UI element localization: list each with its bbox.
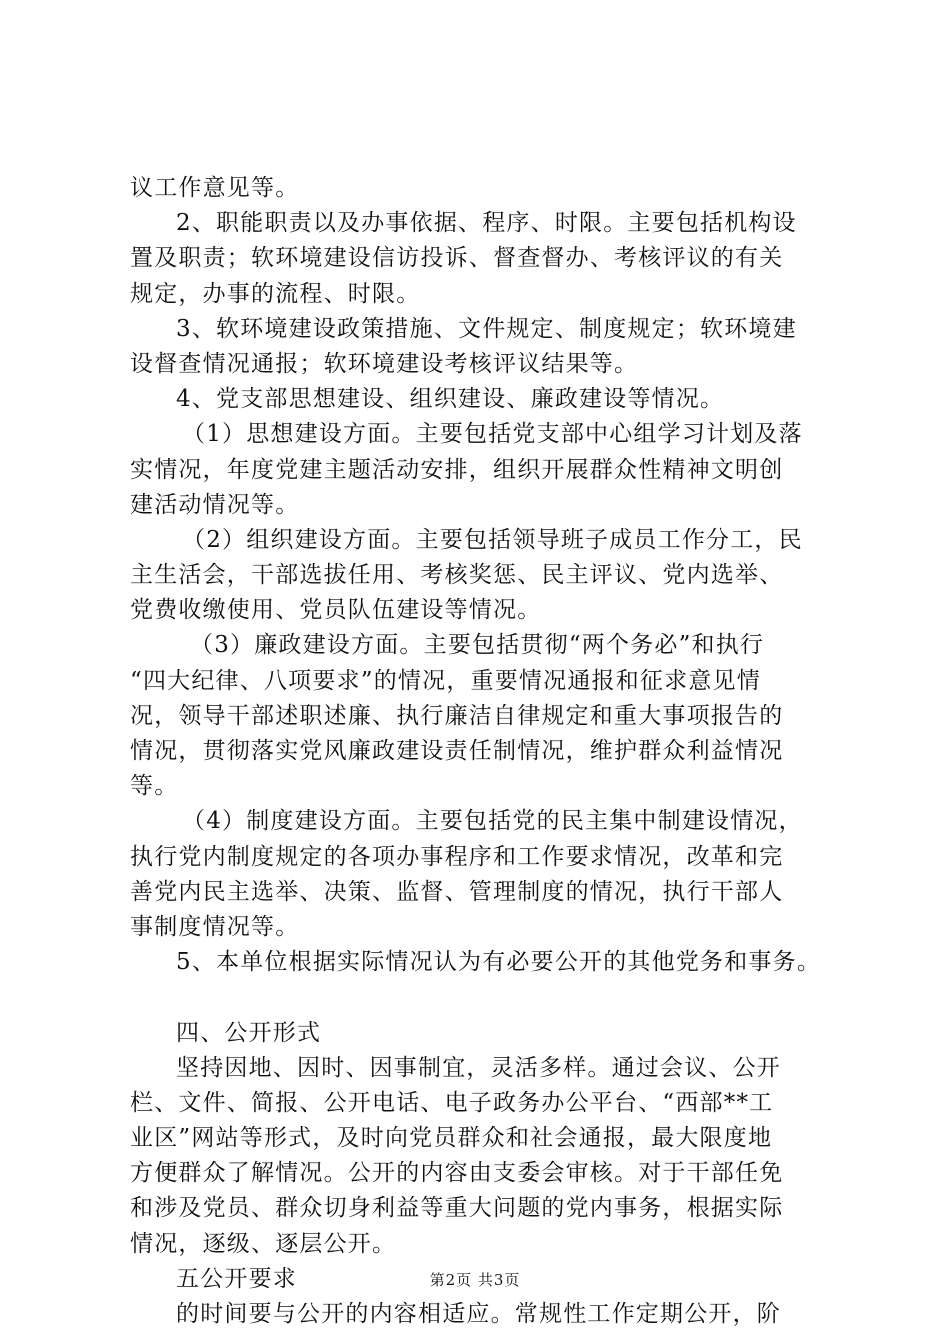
text-line: 和涉及党员、群众切身利益等重大问题的党内事务，根据实际 xyxy=(130,1195,784,1222)
text-line: 的时间要与公开的内容相适应。常规性工作定期公开，阶 xyxy=(176,1301,781,1327)
text-line: 执行党内制度规定的各项办事程序和工作要求情况，改革和完 xyxy=(130,843,784,870)
text-line: 业区”网站等形式，及时向党员群众和社会通报，最大限度地 xyxy=(130,1125,773,1152)
section-heading: 四、公开形式 xyxy=(176,1019,322,1046)
text-line: （2）组织建设方面。主要包括领导班子成员工作分工，民 xyxy=(182,526,803,553)
text-line: “四大纪律、八项要求”的情况，重要情况通报和征求意见情 xyxy=(130,667,761,694)
text-line: 情况，逐级、逐层公开。 xyxy=(130,1230,397,1257)
text-line: 情况，贯彻落实党风廉政建设责任制情况，维护群众利益情况 xyxy=(130,738,784,764)
text-line: 置及职责；软环境建设信访投诉、督查督办、考核评议的有关 xyxy=(130,245,784,272)
text-line: 实情况，年度党建主题活动安排，组织开展群众性精神文明创 xyxy=(130,456,784,483)
text-line: 主生活会，干部选拔任用、考核奖惩、民主评议、党内选举、 xyxy=(130,562,784,589)
document-body xyxy=(130,171,850,1332)
text-line: 设督查情况通报；软环境建设考核评议结果等。 xyxy=(130,350,639,377)
text-line: 5、本单位根据实际情况认为有必要公开的其他党务和事务。 xyxy=(176,949,822,976)
blank-line xyxy=(130,980,850,1015)
text-line: 2、职能职责以及办事依据、程序、时限。主要包括机构设 xyxy=(176,210,797,237)
text-line: 善党内民主选举、决策、监督、管理制度的情况，执行干部人 xyxy=(130,878,784,905)
text-line: 议工作意见等。 xyxy=(130,175,300,201)
page-number-footer: 第2页 共3页 xyxy=(429,1271,521,1289)
text-line: 方便群众了解情况。公开的内容由支委会审核。对于干部任免 xyxy=(130,1160,784,1187)
text-line: 坚持因地、因时、因事制宜，灵活多样。通过会议、公开 xyxy=(176,1054,781,1081)
text-line: 建活动情况等。 xyxy=(130,491,300,518)
text-line: 况，领导干部述职述廉、执行廉洁自律规定和重大事项报告的 xyxy=(130,702,784,729)
text-line: 3、软环境建设政策措施、文件规定、制度规定；软环境建 xyxy=(176,315,797,342)
text-line: （1）思想建设方面。主要包括党支部中心组学习计划及落 xyxy=(182,421,803,448)
text-line: 规定，办事的流程、时限。 xyxy=(130,280,421,307)
text-line: （3）廉政建设方面。主要包括贯彻“两个务必”和执行 xyxy=(190,632,765,659)
text-line: 事制度情况等。 xyxy=(130,913,300,940)
text-line: 等。 xyxy=(130,773,179,800)
text-line: （4）制度建设方面。主要包括党的民主集中制建设情况， xyxy=(182,808,803,835)
text-line: 栏、文件、简报、公开电话、电子政务办公平台、“西部**工 xyxy=(130,1089,774,1116)
section-heading: 五公开要求 xyxy=(176,1265,297,1292)
text-line: 4、党支部思想建设、组织建设、廉政建设等情况。 xyxy=(176,386,725,413)
text-line: 党费收缴使用、党员队伍建设等情况。 xyxy=(130,597,542,624)
